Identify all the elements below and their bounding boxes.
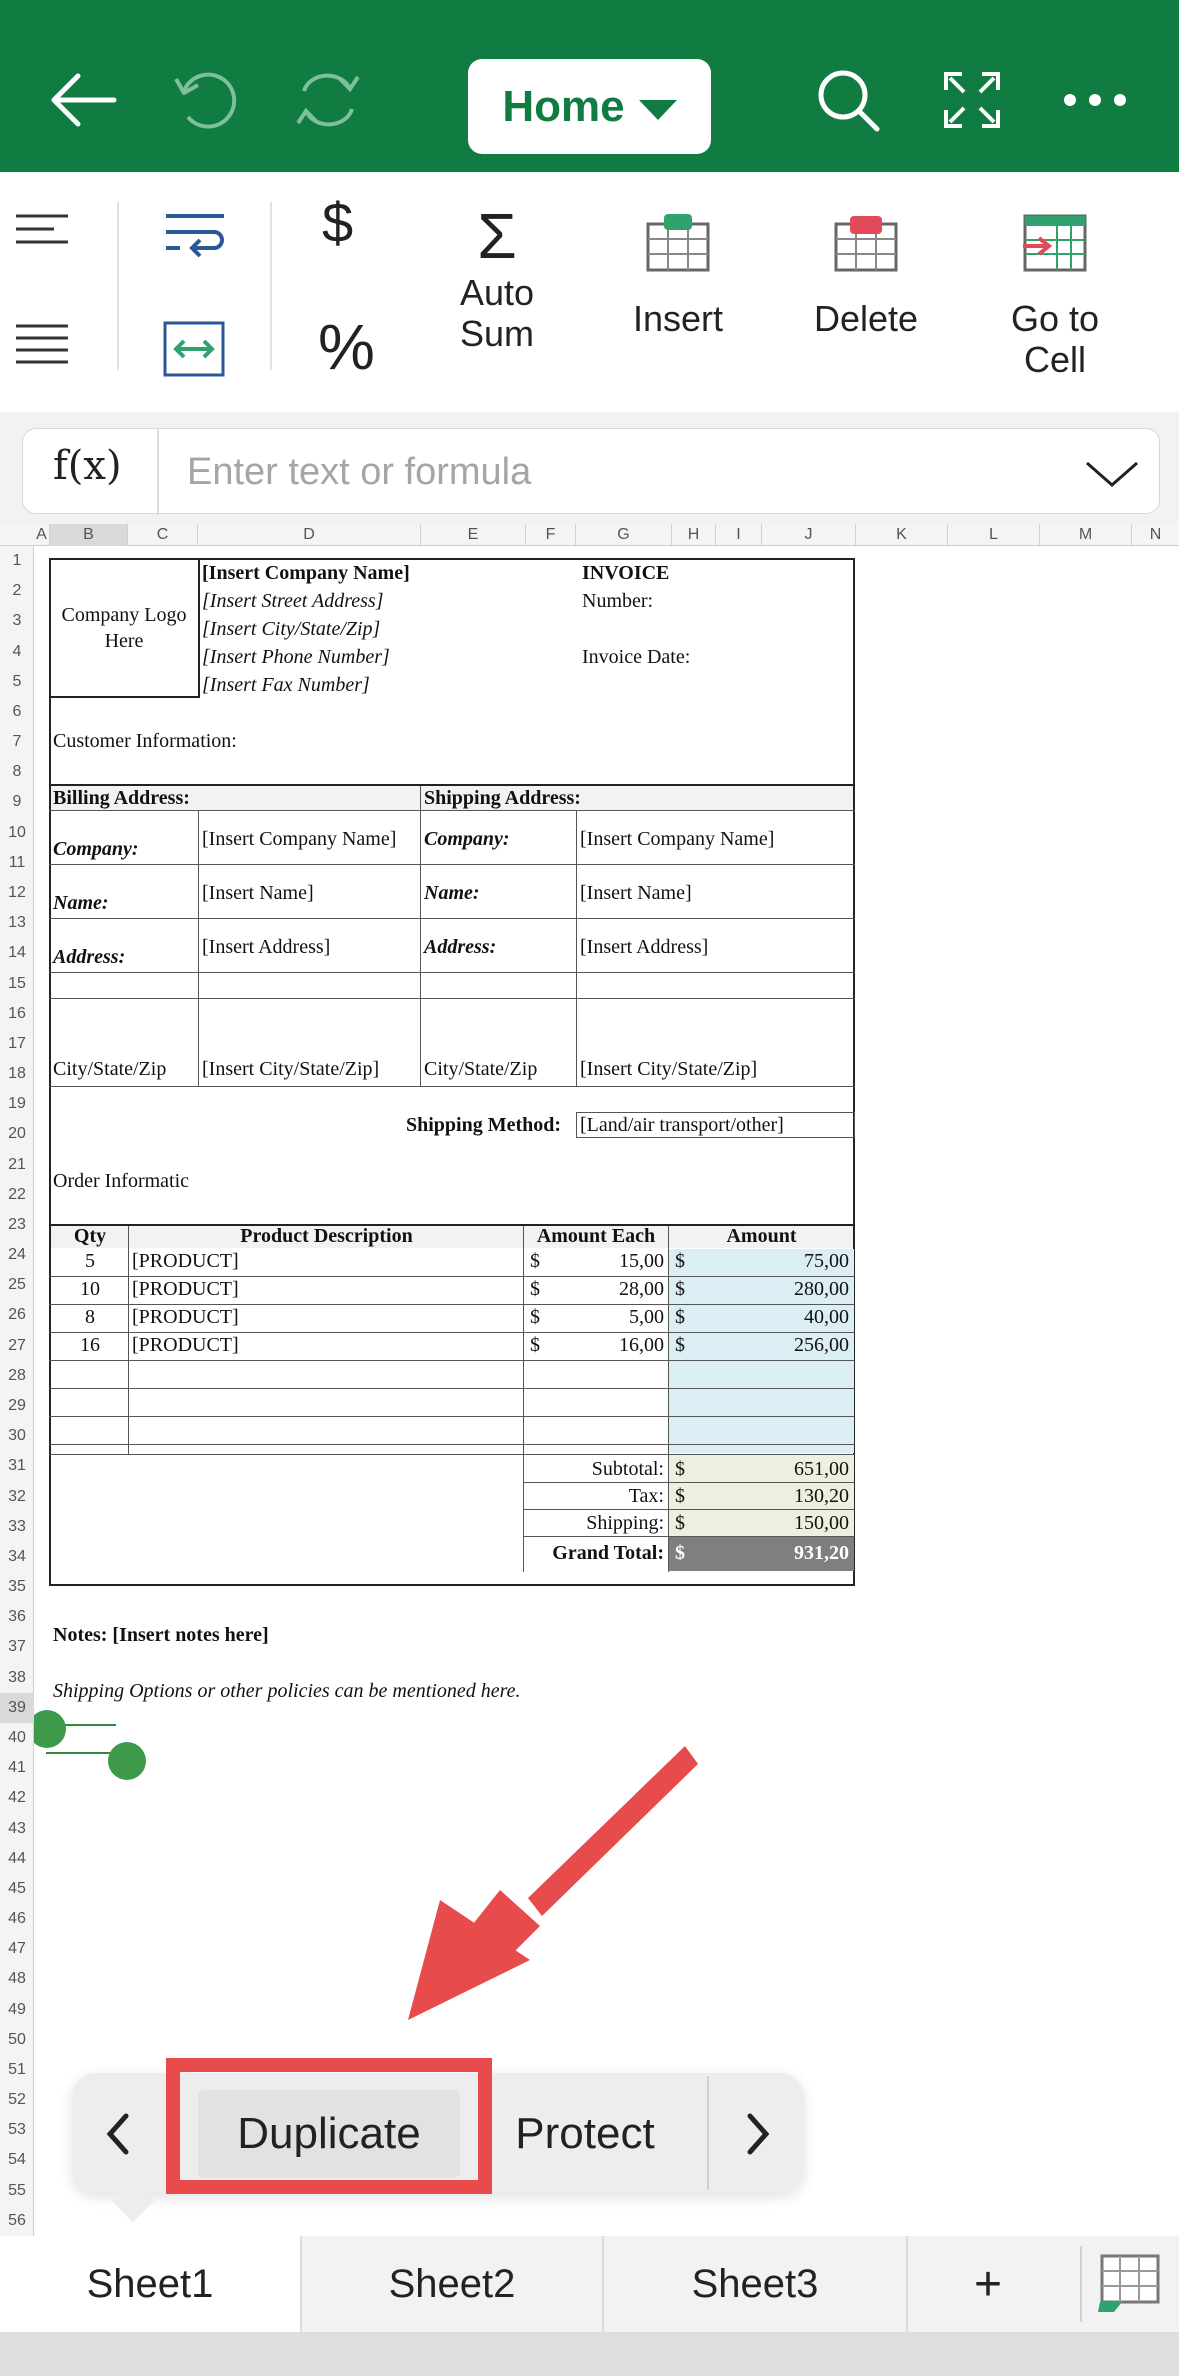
row-label[interactable]: 38 [8,1669,26,1686]
item-description: [PRODUCT] [132,1334,239,1356]
percent-format-button[interactable] [318,312,375,382]
billing-name-value: [Insert Name] [202,882,314,904]
item-description: [PRODUCT] [132,1278,239,1300]
column-label[interactable]: G [576,524,672,546]
table-line [49,1388,855,1389]
column-label[interactable]: C [128,524,198,546]
delete-cells-icon [832,212,900,274]
row-label[interactable]: 31 [8,1457,26,1474]
function-icon[interactable]: f(x) [53,443,122,489]
row-label[interactable]: 55 [8,2182,26,2199]
row-label[interactable]: 51 [8,2061,26,2078]
row-label[interactable]: 9 [12,793,22,810]
billing-company-value: [Insert Company Name] [202,828,397,850]
row-label[interactable]: 46 [8,1910,26,1927]
tax-label: Tax: [628,1485,664,1507]
billing-address-header: Billing Address: [53,787,190,809]
table-line [49,1086,855,1087]
company-name: [Insert Company Name] [202,562,410,584]
back-arrow-icon[interactable] [38,55,128,145]
currency-symbol: $ [675,1542,685,1564]
phone-number: [Insert Phone Number] [202,646,390,668]
row-label[interactable]: 2 [12,582,22,599]
row-label[interactable]: 25 [8,1276,26,1293]
tab-sheet2[interactable]: Sheet2 [302,2236,604,2332]
table-line [420,786,421,1086]
customer-info-label: Customer Information: [53,730,237,752]
row-label[interactable]: 41 [8,1759,26,1776]
qty-header: Qty [73,1225,107,1247]
item-amount-each: 28,00 [619,1278,664,1300]
row-label[interactable]: 50 [8,2031,26,2048]
go-to-cell-icon [1021,212,1089,274]
autosum-label: Auto [459,272,535,313]
row-label[interactable]: 36 [8,1608,26,1625]
chevron-left-icon[interactable] [96,2096,140,2177]
currency-symbol: $ [675,1250,685,1272]
row-label[interactable]: 3 [12,612,22,629]
shipping-city-label: City/State/Zip [424,1058,538,1080]
tax-value: 130,20 [794,1485,849,1507]
table-line [49,1332,855,1333]
delete-label: Delete [813,298,919,339]
row-label[interactable]: 24 [8,1246,26,1263]
delete-button[interactable] [796,212,936,339]
billing-city-value: [Insert City/State/Zip] [202,1058,380,1080]
amount-header: Amount [726,1225,797,1247]
table-line [49,1276,855,1277]
currency-symbol: $ [675,1278,685,1300]
wrap-text-icon[interactable] [162,210,228,271]
divider [270,202,272,370]
table-line [523,1509,855,1510]
formula-bar[interactable] [22,428,1160,514]
dollar-icon: $ [322,191,354,254]
table-line [523,1536,855,1537]
merge-cells-icon[interactable] [162,320,226,383]
table-line [49,864,855,865]
item-amount-each: 5,00 [629,1306,664,1328]
search-icon[interactable] [803,55,893,145]
go-to-cell-button[interactable] [985,212,1125,380]
shipping-address-label: Address: [424,936,497,958]
row-label[interactable]: 13 [8,914,26,931]
row-label[interactable]: 20 [8,1125,26,1142]
product-description-header: Product Description [240,1225,413,1247]
divider [157,429,159,515]
item-qty: 5 [85,1250,95,1272]
tab-sheet1[interactable]: Sheet1 [0,2236,302,2332]
shipping-address-header: Shipping Address: [424,787,581,809]
sheet-tab-bar [0,2236,1179,2332]
row-label[interactable]: 56 [8,2212,26,2229]
row-label[interactable]: 48 [8,1970,26,1987]
row-label[interactable]: 54 [8,2151,26,2168]
row-label[interactable]: 8 [12,763,22,780]
percent-icon: % [318,311,375,383]
column-label[interactable]: H [672,524,716,546]
row-label[interactable]: 6 [12,703,22,720]
row-label[interactable]: 29 [8,1397,26,1414]
annotation-arrow-icon [400,1740,700,2030]
column-label[interactable]: L [948,524,1040,546]
item-amount: 75,00 [804,1250,849,1272]
row-label[interactable]: 14 [8,944,26,961]
fax-number: [Insert Fax Number] [202,674,370,696]
column-label[interactable]: F [526,524,576,546]
row-label[interactable]: 28 [8,1367,26,1384]
row-label[interactable]: 22 [8,1186,26,1203]
row-label[interactable]: 43 [8,1820,26,1837]
row-label[interactable]: 17 [8,1035,26,1052]
row-label[interactable]: 4 [12,643,22,660]
row-label[interactable]: 16 [8,1005,26,1022]
more-icon[interactable] [1050,55,1140,145]
row-label[interactable]: 1 [12,552,22,569]
policy-text: Shipping Options or other policies can be mentioned here. [53,1680,521,1702]
row-label[interactable]: 21 [8,1156,26,1173]
logo-text: Here [104,630,144,652]
selection-handle[interactable] [108,1742,146,1780]
order-info-label: Order Informatic [53,1170,190,1192]
logo-placeholder [54,602,194,654]
column-label[interactable]: A [34,524,50,546]
row-label[interactable]: 45 [8,1880,26,1897]
chevron-right-icon[interactable] [736,2096,780,2177]
item-amount: 280,00 [794,1278,849,1300]
autosum-label: Sum [459,313,535,354]
formula-input[interactable]: Enter text or formula [187,451,532,493]
notes-text: Notes: [Insert notes here] [53,1624,269,1646]
protect-button[interactable]: Protect [515,2109,655,2158]
invoice-number-label: Number: [582,590,654,612]
row-label[interactable]: 40 [8,1729,26,1746]
table-line [49,1444,855,1445]
sigma-icon: Σ [477,200,517,272]
row-label[interactable]: 7 [12,733,22,750]
item-amount-each: 15,00 [619,1250,664,1272]
row-label[interactable]: 23 [8,1216,26,1233]
table-line [576,810,577,1086]
divider [707,2076,709,2190]
shipping-method-value: [Land/air transport/other] [580,1114,784,1136]
column-header [0,524,1179,546]
chevron-down-icon[interactable] [1083,457,1141,489]
chevron-down-icon [639,100,677,120]
item-description: [PRODUCT] [132,1250,239,1272]
sheet-grid-icon[interactable] [1096,2252,1162,2321]
billing-address-value: [Insert Address] [202,936,331,958]
align-justify-icon[interactable] [14,322,70,373]
currency-symbol: $ [675,1306,685,1328]
go-to-label: Go to [1010,298,1100,339]
home-label: Home [502,81,625,131]
row-label[interactable]: 26 [8,1306,26,1323]
billing-name-label: Name: [53,892,109,914]
ribbon [0,172,1179,412]
column-label[interactable]: D [198,524,421,546]
billing-company-label: Company: [53,838,139,860]
column-label[interactable]: I [716,524,762,546]
row-label[interactable]: 19 [8,1095,26,1112]
fullscreen-icon[interactable] [927,55,1017,145]
invoice-title: INVOICE [582,562,670,584]
table-line [49,998,855,999]
home-indicator-area [0,2332,1179,2376]
billing-city-label: City/State/Zip [53,1058,167,1080]
currency-symbol: $ [530,1278,540,1300]
redo-icon[interactable] [283,55,373,145]
street-address: [Insert Street Address] [202,590,384,612]
column-label[interactable]: J [762,524,856,546]
currency-format-button[interactable] [322,191,354,254]
currency-symbol: $ [675,1334,685,1356]
currency-symbol: $ [675,1458,685,1480]
divider [1080,2246,1082,2322]
invoice-date-label: Invoice Date: [582,646,691,668]
duplicate-button[interactable]: Duplicate [198,2090,460,2178]
column-label[interactable]: K [856,524,948,546]
insert-label: Insert [632,298,724,339]
item-qty: 8 [85,1306,95,1328]
currency-symbol: $ [530,1334,540,1356]
row-label[interactable]: 53 [8,2121,26,2138]
shipping-cost-value: 150,00 [794,1512,849,1534]
shipping-name-value: [Insert Name] [580,882,692,904]
row-label[interactable]: 5 [12,673,22,690]
row-label[interactable]: 27 [8,1337,26,1354]
column-label[interactable]: N [1149,526,1162,543]
currency-symbol: $ [530,1250,540,1272]
row-label[interactable]: 47 [8,1940,26,1957]
table-line [49,918,855,919]
shipping-cost-label: Shipping: [586,1512,664,1534]
formula-bar-area [0,412,1179,524]
annotation-highlight-box [166,2058,492,2194]
item-amount: 40,00 [804,1306,849,1328]
shipping-company-label: Company: [424,828,510,850]
item-description: [PRODUCT] [132,1306,239,1328]
item-amount-each: 16,00 [619,1334,664,1356]
row-label[interactable]: 12 [8,884,26,901]
add-sheet-button[interactable]: + [973,2257,1003,2311]
shipping-address-value: [Insert Address] [580,936,709,958]
column-label[interactable]: M [1040,524,1132,546]
item-amount: 256,00 [794,1334,849,1356]
row-label[interactable]: 11 [8,854,26,871]
grand-total-label: Grand Total: [552,1542,664,1564]
billing-address-label: Address: [53,946,126,968]
subtotal-value: 651,00 [794,1458,849,1480]
tab-sheet3[interactable]: Sheet3 [604,2236,908,2332]
row-label[interactable]: 33 [8,1518,26,1535]
row-label[interactable]: 44 [8,1850,26,1867]
table-line [198,810,199,1086]
table-line [49,810,855,811]
insert-cells-icon [644,212,712,274]
currency-symbol: $ [675,1512,685,1534]
item-qty: 10 [80,1278,100,1300]
row-label[interactable]: 32 [8,1488,26,1505]
table-line [49,1304,855,1305]
row-label[interactable]: 42 [8,1789,26,1806]
autosum-button[interactable] [452,200,542,354]
row-label[interactable]: 39 [0,1693,34,1723]
row-label[interactable]: 30 [8,1427,26,1444]
currency-symbol: $ [530,1306,540,1328]
undo-icon[interactable] [160,55,250,145]
currency-symbol: $ [675,1485,685,1507]
row-label[interactable]: 10 [8,824,26,841]
home-tab-button[interactable] [468,59,711,154]
grand-total-value: 931,20 [794,1542,849,1564]
city-state-zip: [Insert City/State/Zip] [202,618,381,640]
row-label[interactable]: 34 [8,1548,26,1565]
table-line [523,1482,855,1483]
column-label[interactable]: B [50,524,128,546]
item-qty: 16 [80,1334,100,1356]
table-line [49,1416,855,1417]
table-line [49,972,855,973]
divider [117,202,119,370]
row-label[interactable]: 37 [8,1638,26,1655]
row-label[interactable]: 18 [8,1065,26,1082]
go-to-label: Cell [1023,339,1086,380]
align-left-icon[interactable] [14,212,70,251]
amount-each-header: Amount Each [536,1225,656,1247]
row-label[interactable]: 35 [8,1578,26,1595]
row-label[interactable]: 15 [8,975,26,992]
logo-text: Company Logo [61,604,187,626]
row-header [0,546,34,2236]
insert-button[interactable] [608,212,748,339]
shipping-city-value: [Insert City/State/Zip] [580,1058,758,1080]
shipping-company-value: [Insert Company Name] [580,828,775,850]
column-label[interactable]: E [421,524,526,546]
table-line [49,1360,855,1361]
shipping-method-label: Shipping Method: [406,1114,562,1136]
row-label[interactable]: 52 [8,2091,26,2108]
top-toolbar [0,0,1179,172]
row-label[interactable]: 49 [8,2001,26,2018]
shipping-name-label: Name: [424,882,480,904]
subtotal-label: Subtotal: [591,1458,664,1480]
